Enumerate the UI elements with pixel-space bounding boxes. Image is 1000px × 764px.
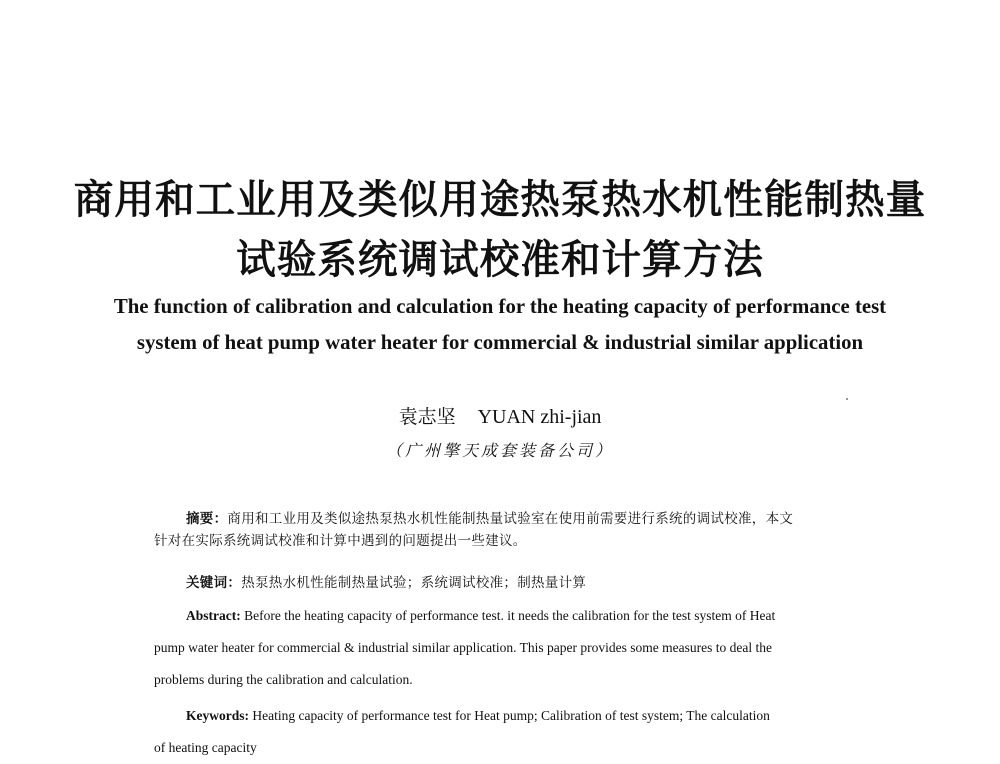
abstract-cn-label: 摘要： [186, 511, 228, 527]
abstract-en-line2: pump water heater for commercial & industrial similar application. This paper provides some measures to deal the [154, 640, 772, 655]
abstract-en-line1: Before the heating capacity of performance test. it needs the calibration for the test system of Heat [244, 608, 776, 623]
abstract-en-line3: problems during the calibration and calculation. [154, 672, 413, 687]
abstract-en [154, 600, 854, 696]
keywords-en [154, 700, 854, 764]
keywords-en-label: Keywords: [186, 708, 249, 723]
keywords-cn-label: 关键词： [186, 575, 242, 591]
keywords-cn-text: 热泵热水机性能制热量试验；系统调试校准；制热量计算 [241, 575, 587, 591]
keywords-en-line2: of heating capacity [154, 740, 257, 755]
title-en-line1: The function of calibration and calculation for the heating capacity of performance test [113, 294, 887, 318]
abstract-en-label: Abstract: [186, 608, 241, 623]
author-name-en: YUAN zhi-jian [477, 406, 602, 428]
abstract-cn [154, 508, 854, 552]
author-affiliation: （广州擎天成套装备公司） [385, 441, 614, 460]
abstract-cn-line1: 商用和工业用及类似途热泵热水机性能制热量试验室在使用前需要进行系统的调试校准，本文 [227, 511, 794, 527]
keywords-cn [154, 572, 854, 594]
author-line [0, 404, 1000, 430]
title-cn-line2: 试验系统调试校准和计算方法 [236, 236, 764, 283]
title-en-line2: system of heat pump water heater for commercial & industrial similar application [136, 330, 864, 354]
abstract-cn-line2: 针对在实际系统调试校准和计算中遇到的问题提出一些建议。 [154, 533, 527, 549]
author-name-cn: 袁志坚 [398, 406, 456, 428]
keywords-en-line1: Heating capacity of performance test for Heat pump; Calibration of test system; The calculation [252, 708, 770, 723]
scan-speck [846, 398, 848, 400]
title-cn-line1: 商用和工业用及类似用途热泵热水机性能制热量 [73, 176, 927, 223]
